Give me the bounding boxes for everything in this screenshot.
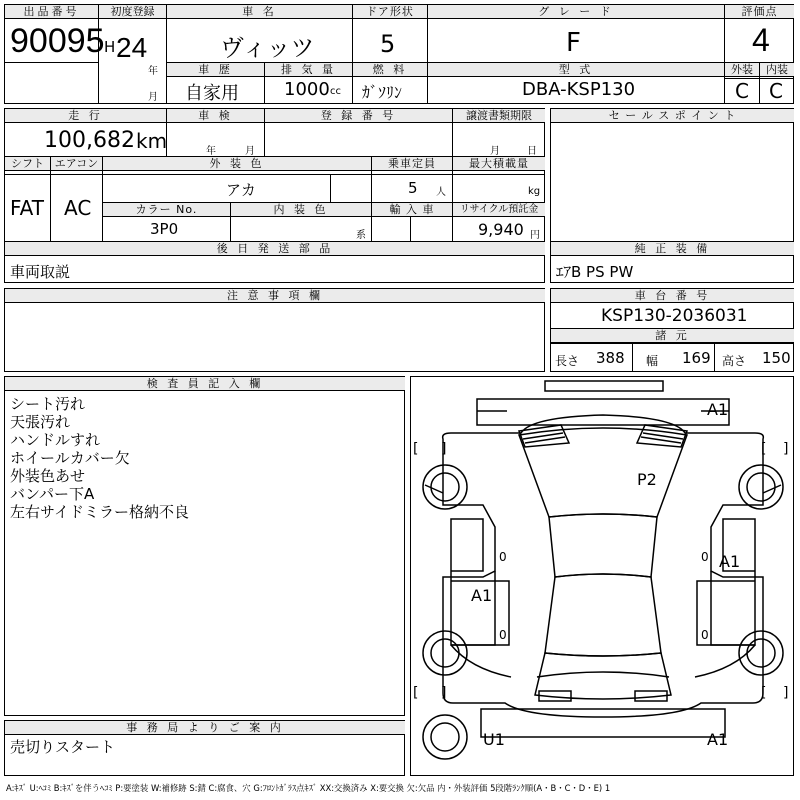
shift: FAT xyxy=(10,196,45,220)
month-unit: 月 xyxy=(148,92,158,103)
interior-grade-label: 内装 xyxy=(760,63,794,77)
inspector-note: ハンドルすれ xyxy=(10,431,101,449)
car-damage-diagram xyxy=(410,376,794,776)
height-label: 高さ xyxy=(722,354,747,368)
score: 4 xyxy=(752,22,770,58)
right-handle-mark: 0 xyxy=(701,550,709,564)
roof xyxy=(545,574,661,656)
inspector-note: バンパー下A xyxy=(10,485,95,503)
era: H xyxy=(104,38,116,56)
history-label: 車 歴 xyxy=(167,63,264,77)
bracket-close: ] xyxy=(441,441,447,457)
front-bumper-top xyxy=(545,381,663,391)
registration-year: 24 xyxy=(116,32,148,63)
bracket-close: ] xyxy=(783,685,789,701)
equipment-label: 純 正 装 備 xyxy=(551,242,794,256)
legend: A:ｷｽﾞ U:ﾍｺﾐ B:ｷｽﾞを伴うﾍｺﾐ P:要塗装 W:補修跡 S:錆 C:腐食、穴 G:ﾌﾛﾝﾄｶﾞﾗｽ点ｷｽﾞ XX:交換済み X:要交換 欠:欠品 内・外装評価 5段階ﾗﾝｸ順(A・B・C・D・E) 1 xyxy=(6,783,611,793)
history: 自家用 xyxy=(185,83,239,104)
notes-label: 注 意 事 項 欄 xyxy=(5,289,545,303)
import-label: 輸 入 車 xyxy=(372,203,452,217)
interior-grade: C xyxy=(769,79,783,103)
fuel-label: 燃 料 xyxy=(353,63,427,77)
chassis-number-label: 車 台 番 号 xyxy=(551,289,794,303)
shift-label: シフト xyxy=(5,157,50,171)
later-parts-value: 車両取説 xyxy=(10,263,71,281)
sales-points-label: セ ー ル ス ポ イ ン ト xyxy=(551,109,794,123)
door-type-label: ドア形状 xyxy=(353,5,427,19)
inspector-notes-label: 検 査 員 記 入 欄 xyxy=(5,377,405,391)
score-label: 評価点 xyxy=(725,5,794,19)
mark-front: A1 xyxy=(707,400,729,419)
transfer-month-unit: 月 xyxy=(490,146,500,157)
color-number-label: カラー No. xyxy=(103,203,230,217)
car-name-label: 車 名 xyxy=(167,5,352,19)
front-bumper xyxy=(477,399,729,425)
mark-hood: P2 xyxy=(637,470,657,489)
inspector-note: 天張汚れ xyxy=(10,413,71,431)
length-label: 長さ xyxy=(555,354,580,368)
width: 169 xyxy=(682,349,711,367)
inspection-month-unit: 月 xyxy=(245,146,255,157)
mark-right-front-door: A1 xyxy=(719,552,741,571)
exterior-grade-label: 外装 xyxy=(725,63,759,77)
left-rear-handle-mark: 0 xyxy=(499,628,507,642)
left-handle-mark: 0 xyxy=(499,550,507,564)
transfer-day-unit: 日 xyxy=(527,146,537,157)
grade: F xyxy=(566,28,581,58)
mileage: 100,682 xyxy=(44,128,135,153)
max-load-unit: kg xyxy=(528,186,541,197)
ac-label: エアコン xyxy=(51,157,102,171)
displacement-label: 排 気 量 xyxy=(265,63,352,77)
office-note-label: 事 務 局 よ り ご 案 内 xyxy=(5,721,405,735)
doors: 5 xyxy=(380,30,396,58)
width-label: 幅 xyxy=(646,354,659,368)
sales-points-section xyxy=(550,108,794,242)
recycle-fee-label: リサイクル預託金 xyxy=(453,203,545,217)
interior-color-unit: 系 xyxy=(356,230,366,241)
car-name: ヴィッツ xyxy=(220,34,315,62)
plate-number-label: 登 録 番 号 xyxy=(265,109,452,123)
fuel: ｶﾞｿﾘﾝ xyxy=(362,83,403,102)
model-code: DBA-KSP130 xyxy=(522,79,636,100)
max-load-label: 最大積載量 xyxy=(453,157,545,171)
inspector-note: 外装色あせ xyxy=(10,467,86,485)
transfer-deadline-label: 譲渡書類期限 xyxy=(453,109,545,123)
right-rear-handle-mark: 0 xyxy=(701,628,709,642)
length: 388 xyxy=(596,349,625,367)
displacement: 1000 xyxy=(284,79,330,100)
specs-label: 諸 元 xyxy=(551,329,794,343)
bracket-open: [ xyxy=(413,441,419,457)
mark-rear-right: A1 xyxy=(707,730,729,749)
right-front-door xyxy=(711,519,755,645)
left-rear-wheel xyxy=(423,631,467,675)
left-front-door xyxy=(451,519,495,645)
lot-number: 90095 xyxy=(10,22,105,60)
inspector-note: ホイールカバー欠 xyxy=(10,449,130,467)
first-registration-label: 初度登録 xyxy=(99,5,166,19)
inspector-note: 左右サイドミラー格納不良 xyxy=(10,503,189,521)
lot-number-label: 出品番号 xyxy=(5,5,98,19)
bracket-open: [ xyxy=(761,685,767,701)
grade-label: グ レ ー ド xyxy=(428,5,724,19)
mark-left-rear-door: A1 xyxy=(471,586,493,605)
bracket-close: ] xyxy=(783,441,789,457)
model-code-label: 型 式 xyxy=(428,63,724,77)
bracket-open: [ xyxy=(761,441,767,457)
year-unit: 年 xyxy=(148,66,158,77)
right-rear-wheel xyxy=(739,631,783,675)
chassis-number: KSP130-2036031 xyxy=(601,306,748,326)
color-number: 3P0 xyxy=(150,220,179,238)
spare-wheel xyxy=(423,715,467,759)
mileage-unit: km xyxy=(136,129,168,153)
inspector-note: シート汚れ xyxy=(10,395,86,413)
capacity: 5 xyxy=(408,179,418,197)
mark-rear-left: U1 xyxy=(483,730,505,749)
windshield xyxy=(549,514,657,577)
inspection-label: 車 検 xyxy=(167,109,264,123)
height: 150 xyxy=(762,349,791,367)
hood xyxy=(519,428,687,517)
office-note: 売切りスタート xyxy=(10,738,116,756)
ac: AC xyxy=(64,196,92,220)
mileage-label: 走 行 xyxy=(5,109,166,123)
later-parts-label: 後 日 発 送 部 品 xyxy=(5,242,545,256)
recycle-fee: 9,940 xyxy=(478,220,524,239)
displacement-unit: cc xyxy=(330,86,341,97)
rear-bumper xyxy=(481,709,725,737)
rear-window xyxy=(535,653,671,699)
capacity-label: 乗車定員 xyxy=(372,157,452,171)
exterior-grade: C xyxy=(735,79,749,103)
recycle-fee-unit: 円 xyxy=(530,230,540,241)
bracket-open: [ xyxy=(413,685,419,701)
capacity-unit: 人 xyxy=(436,187,446,198)
equipment-value: ｴｱB PS PW xyxy=(556,263,634,281)
exterior-color: アカ xyxy=(226,181,256,199)
bracket-close: ] xyxy=(441,685,447,701)
interior-color-label: 内 装 色 xyxy=(231,203,371,217)
inspection-year-unit: 年 xyxy=(206,146,216,157)
exterior-color-label: 外 装 色 xyxy=(103,157,371,171)
